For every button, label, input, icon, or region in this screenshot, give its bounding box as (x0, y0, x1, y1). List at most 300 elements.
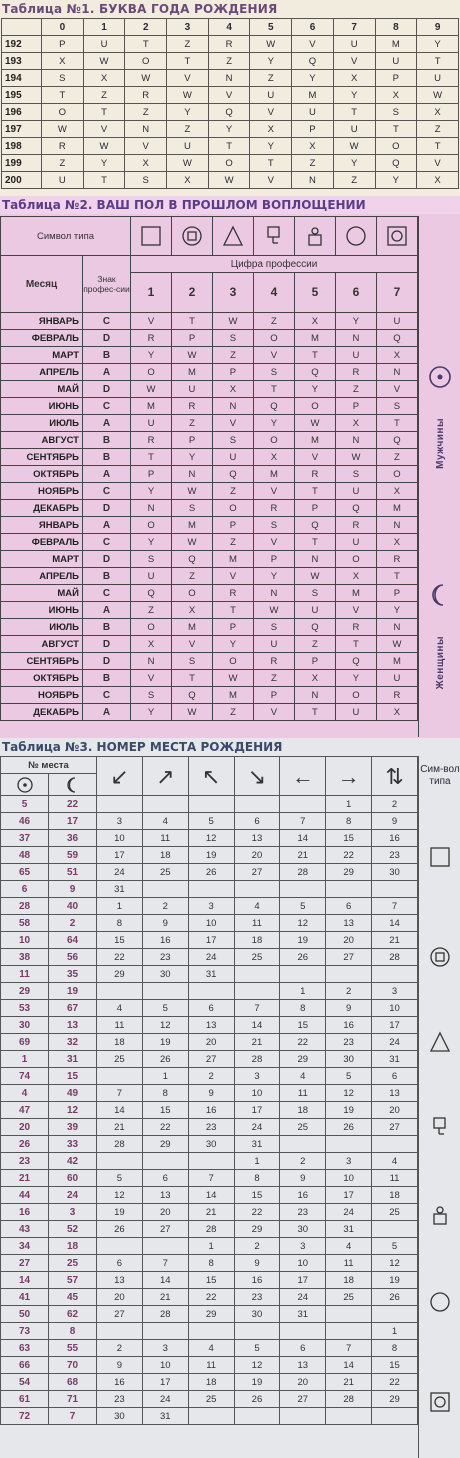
day-cell: 2 (188, 1068, 234, 1085)
day-cell: 18 (280, 1102, 326, 1119)
table-row (1, 983, 418, 1000)
day-cell: 24 (234, 1119, 280, 1136)
day-cell: 23 (188, 1119, 234, 1136)
day-cell: 13 (234, 830, 280, 847)
day-cell (280, 1136, 326, 1153)
day-cell: 18 (326, 1272, 372, 1289)
male-place-number: 47 (1, 1102, 49, 1119)
day-cell: 24 (326, 1204, 372, 1221)
day-cell: 26 (372, 1289, 418, 1306)
letter-cell: M (172, 619, 213, 636)
day-cell: 29 (326, 864, 372, 881)
letter-cell: O (335, 687, 376, 704)
letter-cell: P (172, 330, 213, 347)
digit-header: 9 (417, 19, 459, 36)
letter-cell: M (376, 500, 417, 517)
letter-cell: N (335, 330, 376, 347)
letter-cell: O (125, 53, 167, 70)
day-cell (188, 983, 234, 1000)
day-cell: 28 (280, 864, 326, 881)
letter-cell: T (83, 104, 125, 121)
day-cell: 9 (234, 1255, 280, 1272)
female-place-number: 25 (49, 1255, 97, 1272)
day-cell: 26 (234, 1391, 280, 1408)
gender-column (418, 216, 460, 737)
letter-cell: O (253, 330, 294, 347)
letter-cell: X (250, 121, 292, 138)
letter-cell: N (376, 364, 417, 381)
table-row (1, 1085, 418, 1102)
day-cell (326, 1136, 372, 1153)
letter-cell: W (333, 138, 375, 155)
year-prefix: 200 (2, 172, 42, 189)
table-row (1, 704, 418, 721)
digit-header: 1 (83, 19, 125, 36)
prof-sign-cell: C (83, 585, 131, 602)
letter-cell: Z (42, 155, 84, 172)
letter-cell: W (83, 138, 125, 155)
table-row (1, 1238, 418, 1255)
prof-sign-cell: D (83, 500, 131, 517)
male-header-icon (1, 774, 49, 796)
day-cell: 7 (142, 1255, 188, 1272)
table-row (1, 636, 418, 653)
letter-cell: R (376, 551, 417, 568)
letter-cell: Y (417, 36, 459, 53)
day-cell: 31 (326, 1221, 372, 1238)
female-place-number: 17 (49, 813, 97, 830)
letter-cell: Q (131, 585, 172, 602)
table-row (1, 830, 418, 847)
female-place-number: 42 (49, 1153, 97, 1170)
day-cell: 10 (97, 830, 143, 847)
symbol-triangle-icon (429, 1031, 451, 1058)
letter-cell: Y (131, 534, 172, 551)
female-place-number: 68 (49, 1374, 97, 1391)
female-place-number: 59 (49, 847, 97, 864)
letter-cell: S (131, 551, 172, 568)
table-row (1, 1136, 418, 1153)
letter-cell: M (294, 330, 335, 347)
letter-cell: W (253, 602, 294, 619)
day-cell: 19 (234, 1374, 280, 1391)
letter-cell: U (335, 347, 376, 364)
letter-cell: N (294, 687, 335, 704)
day-cell: 19 (142, 1034, 188, 1051)
day-cell: 29 (234, 1221, 280, 1238)
letter-cell: N (294, 551, 335, 568)
letter-cell: U (250, 87, 292, 104)
letter-cell: P (212, 517, 253, 534)
table-2 (0, 216, 418, 721)
day-cell: 7 (234, 1000, 280, 1017)
letter-cell: N (172, 466, 213, 483)
table-row (1, 966, 418, 983)
letter-cell: X (376, 347, 417, 364)
letter-cell: U (335, 483, 376, 500)
letter-cell: T (172, 313, 213, 330)
letter-cell: X (167, 172, 209, 189)
male-place-number: 66 (1, 1357, 49, 1374)
day-cell: 29 (188, 1306, 234, 1323)
table-row (1, 415, 418, 432)
table-row (1, 551, 418, 568)
day-cell: 28 (188, 1221, 234, 1238)
letter-cell: S (172, 500, 213, 517)
symbol-square-icon (429, 846, 451, 873)
month-cell: ЯНВАРЬ (1, 517, 83, 534)
letter-cell: X (376, 483, 417, 500)
male-place-number: 20 (1, 1119, 49, 1136)
symbol-square-circle-icon (376, 217, 417, 256)
letter-cell: U (335, 534, 376, 551)
letter-cell: M (292, 87, 334, 104)
day-cell (142, 983, 188, 1000)
letter-cell: N (212, 398, 253, 415)
letter-cell: V (333, 53, 375, 70)
letter-cell: Z (167, 121, 209, 138)
day-cell: 2 (280, 1153, 326, 1170)
day-cell: 23 (326, 1034, 372, 1051)
day-cell: 15 (142, 1102, 188, 1119)
letter-cell: O (212, 653, 253, 670)
letter-cell: M (375, 36, 417, 53)
month-cell: АПРЕЛЬ (1, 568, 83, 585)
day-cell: 9 (280, 1170, 326, 1187)
day-cell: 30 (234, 1306, 280, 1323)
day-cell: 9 (326, 1000, 372, 1017)
symbol-circle-icon (429, 1291, 451, 1318)
day-cell: 17 (372, 1017, 418, 1034)
day-cell: 27 (142, 1221, 188, 1238)
letter-cell: X (375, 87, 417, 104)
day-cell: 8 (234, 1170, 280, 1187)
prof-sign-cell: D (83, 381, 131, 398)
letter-cell: V (253, 483, 294, 500)
letter-cell: T (294, 704, 335, 721)
table-1-title: Таблица №1. БУКВА ГОДА РОЖДЕНИЯ (2, 2, 278, 16)
day-cell: 20 (280, 1374, 326, 1391)
letter-cell: V (83, 121, 125, 138)
month-cell: ОКТЯБРЬ (1, 466, 83, 483)
male-place-number: 61 (1, 1391, 49, 1408)
letter-cell: W (212, 670, 253, 687)
day-cell (188, 796, 234, 813)
letter-cell: X (417, 172, 459, 189)
letter-cell: S (125, 172, 167, 189)
table-row (1, 1272, 418, 1289)
letter-cell: Z (131, 602, 172, 619)
symbol-square-stem-icon (429, 1116, 451, 1143)
day-cell: 11 (97, 1017, 143, 1034)
letter-cell: P (172, 432, 213, 449)
day-cell (372, 1136, 418, 1153)
day-cell: 20 (97, 1289, 143, 1306)
letter-cell: O (212, 500, 253, 517)
letter-cell: Z (250, 70, 292, 87)
prof-sign-cell: A (83, 415, 131, 432)
prof-digit-header: Цифра профессии (131, 256, 418, 273)
female-place-number: 32 (49, 1034, 97, 1051)
day-cell: 10 (142, 1357, 188, 1374)
day-cell: 22 (372, 1374, 418, 1391)
female-place-number: 19 (49, 983, 97, 1000)
day-cell: 28 (234, 1051, 280, 1068)
day-cell: 6 (188, 1000, 234, 1017)
day-cell: 16 (142, 932, 188, 949)
day-cell: 14 (326, 1357, 372, 1374)
table-1-header-row (2, 19, 459, 36)
female-place-number: 55 (49, 1340, 97, 1357)
day-cell: 9 (188, 1085, 234, 1102)
day-cell: 2 (97, 1340, 143, 1357)
male-circle-dot-icon (427, 364, 453, 390)
letter-cell: M (335, 585, 376, 602)
letter-cell: O (172, 585, 213, 602)
table-row (1, 398, 418, 415)
women-block (419, 536, 460, 736)
day-cell: 22 (280, 1034, 326, 1051)
female-place-number: 24 (49, 1187, 97, 1204)
day-cell: 25 (280, 1119, 326, 1136)
female-place-number: 39 (49, 1119, 97, 1136)
day-cell: 7 (280, 813, 326, 830)
letter-cell: U (335, 704, 376, 721)
day-cell: 10 (326, 1170, 372, 1187)
female-place-number: 18 (49, 1238, 97, 1255)
month-cell: НОЯБРЬ (1, 483, 83, 500)
day-cell: 4 (372, 1153, 418, 1170)
letter-cell: R (212, 585, 253, 602)
letter-cell: Q (375, 155, 417, 172)
day-cell: 27 (97, 1306, 143, 1323)
day-cell: 30 (188, 1136, 234, 1153)
symbol-type-label: Символ типа (1, 217, 131, 256)
table-row (1, 1340, 418, 1357)
day-cell: 10 (188, 915, 234, 932)
female-place-number: 40 (49, 898, 97, 915)
female-place-number: 71 (49, 1391, 97, 1408)
male-place-number: 26 (1, 1136, 49, 1153)
letter-cell: S (376, 398, 417, 415)
letter-cell: Y (250, 53, 292, 70)
letter-cell: P (131, 466, 172, 483)
female-moon-icon (427, 582, 453, 608)
day-cell: 24 (142, 1391, 188, 1408)
day-cell: 12 (97, 1187, 143, 1204)
day-cell: 5 (280, 898, 326, 915)
table-row (1, 687, 418, 704)
day-cell: 31 (234, 1136, 280, 1153)
letter-cell: R (125, 87, 167, 104)
male-place-number: 14 (1, 1272, 49, 1289)
letter-cell: Q (212, 466, 253, 483)
digit-header: 4 (208, 19, 250, 36)
letter-cell: T (208, 138, 250, 155)
letter-cell: W (212, 313, 253, 330)
letter-cell: Z (125, 104, 167, 121)
day-cell: 23 (234, 1289, 280, 1306)
letter-cell: T (131, 449, 172, 466)
letter-cell: P (253, 551, 294, 568)
letter-cell: W (125, 70, 167, 87)
letter-cell: U (131, 415, 172, 432)
letter-cell: Q (376, 330, 417, 347)
male-place-number: 5 (1, 796, 49, 813)
letter-cell: V (131, 313, 172, 330)
digit-header: 2 (125, 19, 167, 36)
female-place-number: 3 (49, 1204, 97, 1221)
male-place-number: 41 (1, 1289, 49, 1306)
table-row (1, 1204, 418, 1221)
male-place-number: 30 (1, 1017, 49, 1034)
day-cell: 16 (372, 830, 418, 847)
letter-cell: U (83, 36, 125, 53)
day-cell: 15 (372, 1357, 418, 1374)
letter-cell: M (376, 653, 417, 670)
male-place-number: 38 (1, 949, 49, 966)
male-place-number: 23 (1, 1153, 49, 1170)
day-cell (280, 796, 326, 813)
prof-sign-cell: C (83, 313, 131, 330)
letter-cell: Y (253, 568, 294, 585)
day-cell (188, 1408, 234, 1425)
letter-cell: O (253, 432, 294, 449)
letter-cell: X (417, 104, 459, 121)
letter-cell: U (376, 313, 417, 330)
letter-cell: S (212, 432, 253, 449)
letter-cell: X (131, 636, 172, 653)
female-place-number: 49 (49, 1085, 97, 1102)
day-cell: 14 (234, 1017, 280, 1034)
day-cell: 29 (142, 1136, 188, 1153)
letter-cell: T (125, 36, 167, 53)
prof-sign-header: Знак профес-сии (83, 256, 131, 313)
day-cell (372, 966, 418, 983)
month-cell: МАЙ (1, 585, 83, 602)
letter-cell: P (294, 500, 335, 517)
day-cell: 11 (234, 915, 280, 932)
prof-sign-cell: B (83, 432, 131, 449)
day-cell: 26 (97, 1221, 143, 1238)
day-cell: 28 (372, 949, 418, 966)
table-row (1, 881, 418, 898)
month-cell: АПРЕЛЬ (1, 364, 83, 381)
letter-cell: U (253, 636, 294, 653)
letter-cell: N (131, 500, 172, 517)
female-header-icon (49, 774, 97, 796)
letter-cell: S (253, 619, 294, 636)
day-cell: 21 (280, 847, 326, 864)
table-row (2, 121, 459, 138)
letter-cell: V (376, 381, 417, 398)
letter-cell: X (294, 670, 335, 687)
symbol-triangle-icon (212, 217, 253, 256)
female-place-number: 2 (49, 915, 97, 932)
men-label: Мужчины (434, 417, 446, 469)
letter-cell: T (83, 172, 125, 189)
day-cell: 14 (372, 915, 418, 932)
table-row (1, 330, 418, 347)
letter-cell: O (335, 551, 376, 568)
male-place-number: 10 (1, 932, 49, 949)
male-place-number: 4 (1, 1085, 49, 1102)
day-cell: 12 (326, 1085, 372, 1102)
table-row (1, 1051, 418, 1068)
day-cell: 12 (372, 1255, 418, 1272)
letter-cell: R (253, 500, 294, 517)
letter-cell: V (212, 568, 253, 585)
letter-cell: W (172, 483, 213, 500)
day-cell: 10 (280, 1255, 326, 1272)
year-prefix: 192 (2, 36, 42, 53)
letter-cell: U (167, 138, 209, 155)
letter-cell: P (212, 619, 253, 636)
table-row (1, 313, 418, 330)
day-cell: 16 (97, 1374, 143, 1391)
female-place-number: 56 (49, 949, 97, 966)
day-cell (234, 1408, 280, 1425)
letter-cell: Z (253, 670, 294, 687)
day-cell (97, 1238, 143, 1255)
day-cell: 10 (234, 1085, 280, 1102)
prof-sign-cell: A (83, 466, 131, 483)
letter-cell: Z (208, 53, 250, 70)
day-cell: 26 (280, 949, 326, 966)
letter-cell: Z (212, 534, 253, 551)
table-row (2, 155, 459, 172)
letter-cell: U (333, 121, 375, 138)
women-label: Женщины (434, 636, 446, 690)
table-3-title: Таблица №3. НОМЕР МЕСТА РОЖДЕНИЯ (2, 740, 283, 754)
letter-cell: O (131, 364, 172, 381)
letter-cell: R (172, 398, 213, 415)
day-cell: 23 (142, 949, 188, 966)
day-cell (326, 1408, 372, 1425)
letter-cell: P (376, 585, 417, 602)
arrow-se-icon: ↘ (234, 757, 280, 796)
letter-cell: V (294, 449, 335, 466)
letter-cell: W (294, 568, 335, 585)
day-cell: 27 (326, 949, 372, 966)
female-place-number: 7 (49, 1408, 97, 1425)
letter-cell: Y (253, 415, 294, 432)
day-cell: 30 (142, 966, 188, 983)
table-row (1, 449, 418, 466)
day-cell: 14 (188, 1187, 234, 1204)
day-cell (234, 1323, 280, 1340)
letter-cell: P (292, 121, 334, 138)
symbol-square-circle-icon (429, 1391, 451, 1418)
table-1 (1, 18, 459, 189)
day-cell: 20 (326, 932, 372, 949)
symbol-circle-icon (335, 217, 376, 256)
arrow-nw-icon: ↖ (188, 757, 234, 796)
letter-cell: O (294, 398, 335, 415)
female-place-number: 8 (49, 1323, 97, 1340)
symbol-circle-square-icon (172, 217, 213, 256)
symbol-column (418, 756, 460, 1458)
letter-cell: V (125, 138, 167, 155)
letter-cell: P (212, 364, 253, 381)
male-place-number: 34 (1, 1238, 49, 1255)
letter-cell: W (417, 87, 459, 104)
day-cell: 24 (372, 1034, 418, 1051)
letter-cell: X (376, 534, 417, 551)
letter-cell: Z (335, 381, 376, 398)
prof-digit: 1 (131, 273, 172, 313)
symbol-lock-icon (294, 217, 335, 256)
